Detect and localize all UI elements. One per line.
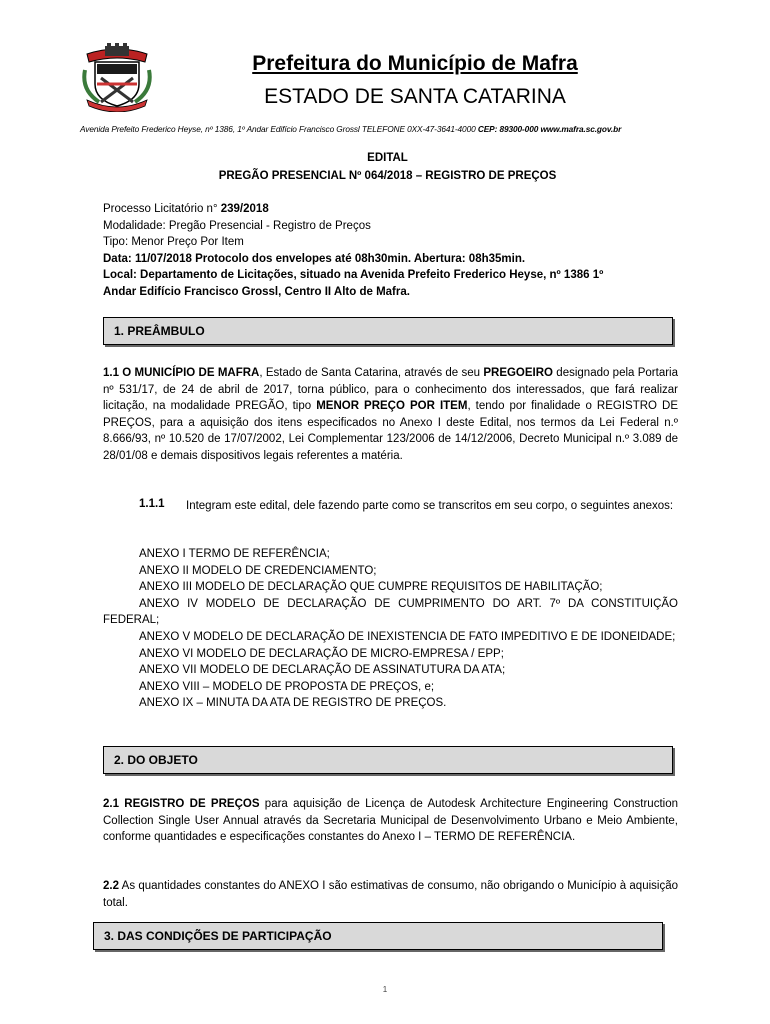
paragraph-2-1: 2.1 REGISTRO DE PREÇOS para aquisição de Licença de Autodesk Architecture Engineering Construction Collection Single User Annual através da Secretaria Municipal de Desenvolvimento Urbano e Meio Ambiente, conforme quantidades e especificações constantes do Anexo I – TERMO DE REFERÊNCIA. — [103, 798, 678, 844]
modality: Modalidade: Pregão Presencial - Registro de Preços — [103, 219, 371, 232]
annex-item: ANEXO II MODELO DE CREDENCIAMENTO; — [139, 564, 377, 577]
annex-item: ANEXO I TERMO DE REFERÊNCIA; — [139, 548, 330, 560]
state-title: ESTADO DE SANTA CATARINA — [264, 85, 566, 108]
edital-subtitle: PREGÃO PRESENCIAL Nº 064/2018 – REGISTRO DE PREÇOS — [218, 170, 557, 182]
location-line-1: Local: Departamento de Licitações, situado na Avenida Prefeito Frederico Heyse, nº 1386 1º — [103, 269, 604, 282]
municipality-title: Prefeitura do Município de Mafra — [252, 52, 578, 75]
process-number: Processo Licitatório n° 239/2018 — [103, 203, 269, 215]
section-heading-participacao: 3. DAS CONDIÇÕES DE PARTICIPAÇÃO — [93, 922, 663, 950]
section-heading-preambulo: 1. PREÂMBULO — [103, 317, 673, 345]
annex-item: ANEXO VIII – MODELO DE PROPOSTA DE PREÇOS, e; — [139, 680, 435, 693]
header-address: Avenida Prefeito Frederico Heyse, nº 1386, 1º Andar Edifício Francisco Grossl TELEFONE 0XX-47-3641-4000 CEP: 89300-000 www.mafra.sc.gov.br — [80, 124, 622, 134]
item-1-1-1-number: 1.1.1 — [139, 498, 165, 510]
section-heading-objeto: 2. DO OBJETO — [103, 746, 673, 774]
municipal-crest-icon — [79, 40, 155, 112]
annex-list — [103, 546, 678, 712]
annex-item: ANEXO VI MODELO DE DECLARAÇÃO DE MICRO-EMPRESA / EPP; — [139, 647, 504, 660]
annex-item: ANEXO V MODELO DE DECLARAÇÃO DE INEXISTENCIA DE FATO IMPEDITIVO E DE IDONEIDADE; — [139, 630, 676, 643]
annex-item: ANEXO IV MODELO DE DECLARAÇÃO DE CUMPRIMENTO DO ART. 7º DA CONSTITUIÇÃO FEDERAL; — [103, 597, 678, 627]
annex-item: ANEXO VII MODELO DE DECLARAÇÃO DE ASSINATUTURA DA ATA; — [139, 664, 506, 677]
annex-item: ANEXO III MODELO DE DECLARAÇÃO QUE CUMPRE REQUISITOS DE HABILITAÇÃO; — [139, 581, 603, 594]
annex-item: ANEXO IX – MINUTA DA ATA DE REGISTRO DE PREÇOS. — [139, 697, 447, 710]
paragraph-2-2: 2.2 As quantidades constantes do ANEXO I são estimativas de consumo, não obrigando o Município à aquisição total. — [103, 880, 678, 909]
item-1-1-1-text: Integram este edital, dele fazendo parte como se transcritos em seu corpo, o seguintes anexos: — [186, 500, 674, 512]
process-info — [103, 201, 683, 301]
paragraph-1-1: 1.1 O MUNICÍPIO DE MAFRA, Estado de Santa Catarina, através de seu PREGOEIRO designado pela Portaria nº 531/17, de 24 de abril de 2017, torna público, para o conhecimento dos interessados, que fará realizar licitação, na modalidade PREGÃO, tipo MENOR PREÇO POR ITEM, tendo por finalidade o REGISTRO DE PREÇOS, para a aquisição dos itens especificados no Anexo I deste Edital, nos termos da Lei Federal n.º 8.666/93, nº 10.520 de 17/07/2002, Lei Complementar 123/2006 de 14/12/2006, Decreto Municipal n.º 3.089 de 28/01/08 e demais dispositivos legais referentes a matéria. — [103, 367, 678, 462]
date-line: Data: 11/07/2018 Protocolo dos envelopes até 08h30min. Abertura: 08h35min. — [103, 252, 526, 265]
location-line-2: Andar Edifício Francisco Grossl, Centro II Alto de Mafra. — [103, 285, 410, 298]
edital-title: EDITAL — [367, 152, 408, 164]
page-number: 1 — [382, 985, 388, 994]
type: Tipo: Menor Preço Por Item — [103, 236, 244, 249]
